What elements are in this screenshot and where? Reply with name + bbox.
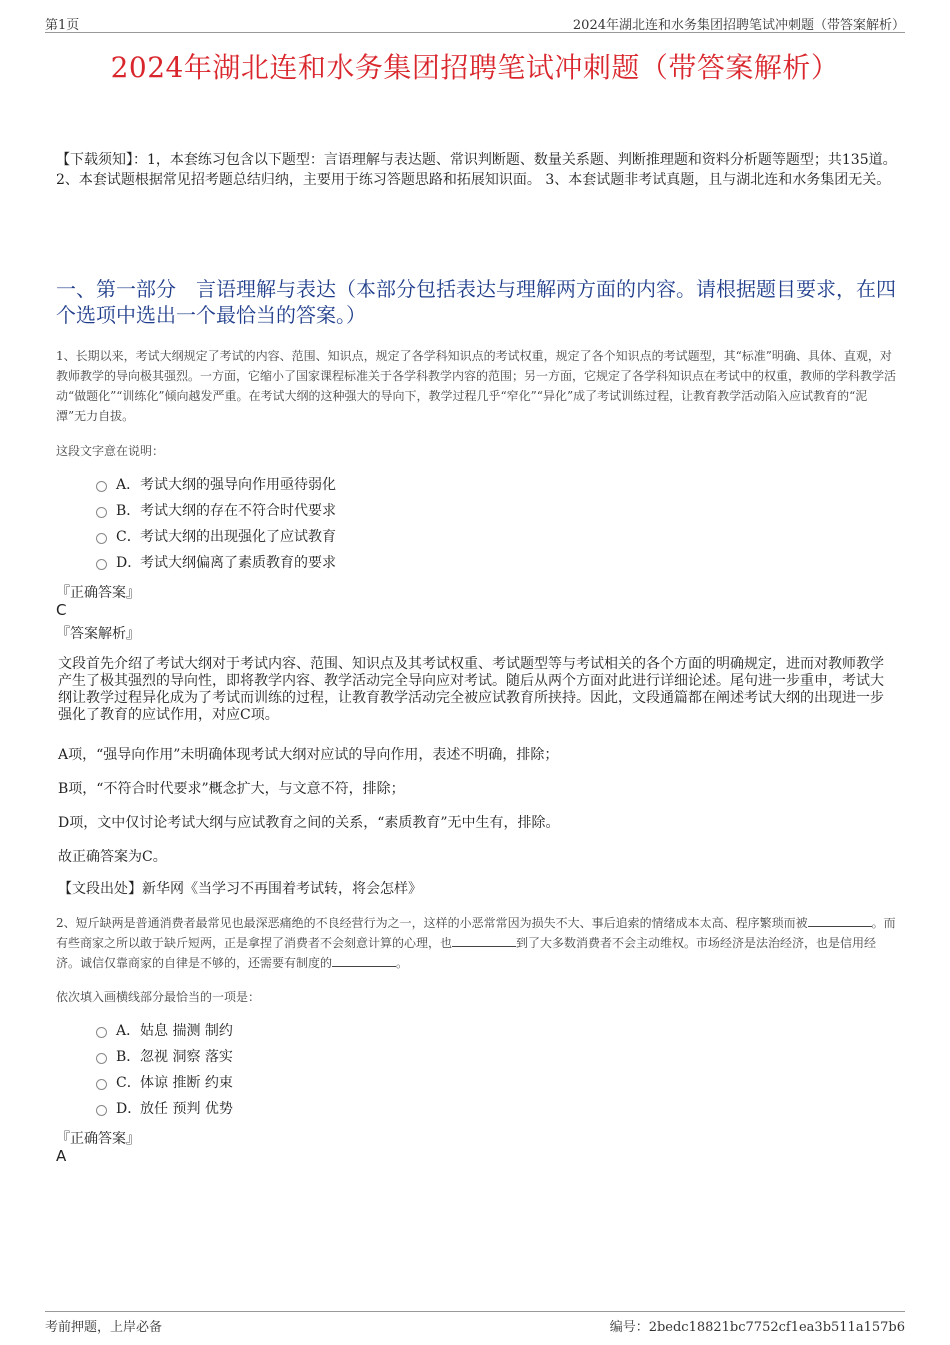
option-b[interactable] [96, 1044, 496, 1070]
radio-button[interactable] [96, 1053, 107, 1064]
option-c[interactable] [96, 524, 496, 550]
radio-button[interactable] [96, 1027, 107, 1038]
option-text: 考试大纲的存在不符合时代要求 [140, 503, 336, 519]
footer-doc-id: 编号：2bedc18821bc7752cf1ea3b511a157b6 [609, 1320, 905, 1335]
option-letter: C． [116, 529, 141, 545]
option-b[interactable] [96, 498, 496, 524]
source-citation: 【文段出处】新华网《当学习不再围着考试转，将会怎样》 [58, 881, 422, 897]
download-notice: 【下载须知】：1，本套练习包含以下题型：言语理解与表达题、常识判断题、数量关系题、判断推理题和资料分析题等题型；共135道。 2、本套试题根据常见招考题总结归纳，主要用于练习答题思路和拓展知识面。 3、本套试题非考试真题，且与湖北连和水务集团无关。 [56, 152, 897, 188]
option-letter: B． [116, 1049, 141, 1065]
fill-blank [332, 954, 396, 967]
option-text: 考试大纲的强导向作用亟待弱化 [140, 477, 336, 493]
option-letter: C． [116, 1075, 141, 1091]
radio-button[interactable] [96, 1105, 107, 1116]
footer-slogan: 考前押题，上岸必备 [45, 1320, 163, 1335]
option-letter: B． [116, 503, 141, 519]
question-2-text [56, 913, 896, 973]
answer-label: 『正确答案』 [56, 1131, 140, 1147]
option-a[interactable] [96, 1018, 496, 1044]
option-c[interactable] [96, 1070, 496, 1096]
question-2-options [96, 1018, 496, 1122]
answer-label: 『正确答案』 [56, 585, 140, 601]
option-d[interactable] [96, 1096, 496, 1122]
analysis-label: 『答案解析』 [56, 626, 140, 642]
radio-button[interactable] [96, 559, 107, 570]
question-2-text-part: 到了大多数消费者不会主动维权。市场经济是法治经济，也是信用经济。诚信仅靠商家的自律是不够的，还需要有制度的 [56, 936, 877, 970]
correct-answer: C [56, 601, 67, 619]
fill-blank [452, 934, 516, 947]
option-text: 考试大纲偏离了素质教育的要求 [140, 555, 336, 571]
document-title: 2024年湖北连和水务集团招聘笔试冲刺题（带答案解析） [110, 51, 840, 84]
answer-analysis: 文段首先介绍了考试大纲对于考试内容、范围、知识点及其考试权重、考试题型等与考试相关的各个方面的明确规定，进而对教师教学产生了极其强烈的导向性，即将教学内容、教学活动完全导向应对考试。随后从两个方面对此进行详细论述。尾句进一步重申，考试大纲让教学过程异化成为了考试而训练的过程，让教育教学活动完全被应试教育所挟持。因此，文段通篇都在阐述考试大纲的出现进一步强化了教育的应试作用，对应C项。 [58, 656, 884, 723]
option-text: 体谅 推断 约束 [140, 1075, 233, 1091]
question-1-options [96, 472, 496, 576]
analysis-line-d: D项，文中仅讨论考试大纲与应试教育之间的关系，“素质教育”无中生有，排除。 [58, 815, 560, 831]
question-1-prompt: 这段文字意在说明： [56, 444, 165, 458]
option-text: 放任 预判 优势 [140, 1101, 233, 1117]
radio-button[interactable] [96, 533, 107, 544]
header-doc-title: 2024年湖北连和水务集团招聘笔试冲刺题（带答案解析） [572, 18, 905, 33]
analysis-line-a: A项，“强导向作用”未明确体现考试大纲对应试的导向作用，表述不明确，排除； [58, 747, 559, 763]
analysis-conclusion: 故正确答案为C。 [58, 849, 167, 865]
question-2-text-part: 。而有些商家之所以敢于缺斤短两，正是拿捏了消费者不会刻意计算的心理，也 [56, 916, 896, 950]
analysis-line-b: B项，“不符合时代要求”概念扩大，与文意不符，排除； [58, 781, 405, 797]
option-text: 考试大纲的出现强化了应试教育 [140, 529, 336, 545]
page-header [45, 12, 905, 33]
option-text: 忽视 洞察 落实 [140, 1049, 233, 1065]
option-letter: D． [116, 555, 142, 571]
section-title: 一、第一部分 言语理解与表达（本部分包括表达与理解两方面的内容。请根据题目要求，在四个选项中选出一个最恰当的答案。） [56, 277, 896, 327]
question-2-prompt: 依次填入画横线部分最恰当的一项是： [56, 990, 261, 1004]
option-letter: D． [116, 1101, 142, 1117]
question-2-text-part: 2、短斤缺两是普通消费者最常见也最深恶痛绝的不良经营行为之一，这样的小恶常常因为损失不大、事后追索的情绪成本太高、程序繁琐而被 [56, 916, 808, 930]
option-letter: A． [116, 1023, 141, 1039]
option-d[interactable] [96, 550, 496, 576]
option-text: 姑息 揣测 制约 [140, 1023, 233, 1039]
question-1-text: 1、长期以来，考试大纲规定了考试的内容、范围、知识点，规定了各学科知识点的考试权重，规定了各个知识点的考试题型，其“标准”明确、具体、直观，对教师教学的导向极其强烈。一方面，它缩小了国家课程标准关于各学科教学内容的范围；另一方面，它规定了各学科知识点在考试中的权重，教师的学科教学活动“做题化”“训练化”倾向越发严重。在考试大纲的这种强大的导向下，教学过程几乎“窄化”“异化”成了考试训练过程，让教育教学活动陷入应试教育的“泥潭”无力自拔。 [56, 349, 897, 423]
option-letter: A． [116, 477, 141, 493]
page-number: 第1页 [45, 18, 80, 33]
radio-button[interactable] [96, 481, 107, 492]
radio-button[interactable] [96, 507, 107, 518]
page-footer [45, 1311, 905, 1336]
correct-answer: A [56, 1147, 67, 1165]
fill-blank [808, 914, 872, 927]
question-2-text-part: 。 [396, 956, 409, 970]
option-a[interactable] [96, 472, 496, 498]
radio-button[interactable] [96, 1079, 107, 1090]
